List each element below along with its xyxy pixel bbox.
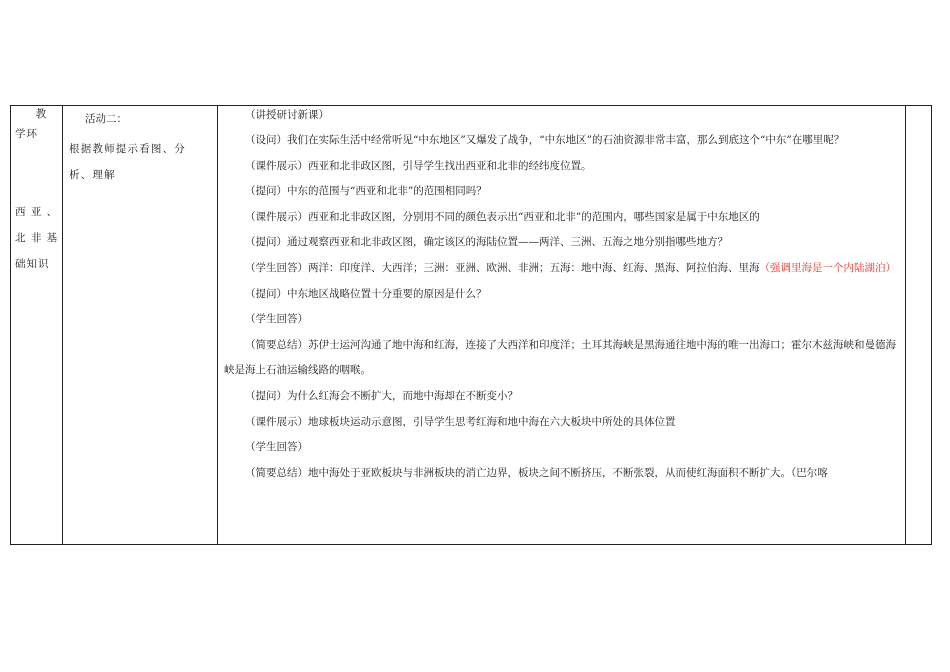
notes-cell — [906, 106, 932, 545]
content-paragraph: （课件展示）西亚和北非政区图，分别用不同的颜色表示出“西亚和北非”的范围内，哪些国家是属于中东地区的 — [245, 210, 760, 223]
lesson-plan-table — [10, 105, 932, 545]
activity-description-line: 析、理解 — [69, 169, 116, 181]
content-paragraph: （讲授研讨新课） — [245, 109, 329, 121]
content-paragraph: （学生回答） — [245, 313, 308, 326]
activity-title: 活动二： — [85, 113, 127, 125]
content-paragraph: （课件展示）地球板块运动示意图，引导学生思考红海和地中海在六大板块中所处的具体位置 — [245, 415, 676, 428]
content-paragraph: （提问）为什么红海会不断扩大，而地中海却在不断变小？ — [245, 389, 518, 402]
stage-line — [15, 147, 62, 173]
table-row — [11, 106, 932, 545]
teaching-stage-cell — [11, 106, 63, 545]
content-paragraph: （课件展示）西亚和北非政区图，引导学生找出西亚和北非的经纬度位置。 — [245, 159, 592, 172]
content-paragraph: （提问）中东的范围与“西亚和北非”的范围相同吗？ — [245, 185, 487, 198]
activity-description-line: 根据教师提示看图、分 — [69, 143, 186, 155]
content-paragraph: （提问）中东地区战略位置十分重要的原因是什么？ — [245, 287, 487, 300]
student-activity-cell — [63, 106, 218, 545]
stage-heading-top: 教 — [35, 108, 48, 120]
teacher-activity-cell — [218, 106, 906, 545]
emphasis-note: （强调里海是一个内陆湖泊） — [759, 261, 896, 274]
content-paragraph: （简要总结）地中海处于亚欧板块与非洲板块的消亡边界，板块之间不断挤压，不断张裂，从而使红海面积不断扩大。（巴尔喀 — [245, 466, 828, 479]
content-paragraph: （提问）通过观察西亚和北非政区图，确定该区的海陆位置——两洋、三洲、五海之地分别指哪些地方？ — [245, 236, 728, 249]
stage-line: 学环 — [15, 128, 38, 140]
stage-line: 西 亚 、 — [15, 206, 59, 218]
stage-line: 北 非 基 — [15, 232, 59, 244]
stage-line: 础知识 — [15, 258, 50, 270]
content-paragraph — [224, 256, 899, 282]
stage-line — [15, 173, 62, 199]
content-paragraph: （学生回答） — [245, 441, 308, 454]
student-answer-text: （学生回答）两洋：印度洋、大西洋；三洲：亚洲、欧洲、非洲；五海：地中海、红海、黑海、阿拉伯海、里海 — [245, 261, 760, 274]
content-paragraph: （简要总结）苏伊士运河沟通了地中海和红海，连接了大西洋和印度洋；土耳其海峡是黑海通往地中海的唯一出海口；霍尔木兹海峡和曼德海峡是海上石油运输线路的咽喉。 — [224, 338, 896, 377]
content-paragraph: （设问）我们在实际生活中经常听见“中东地区”又爆发了战争，“中东地区”的石油资源非常丰富，那么到底这个“中东”在哪里呢？ — [245, 134, 845, 146]
activity-description — [63, 136, 217, 188]
